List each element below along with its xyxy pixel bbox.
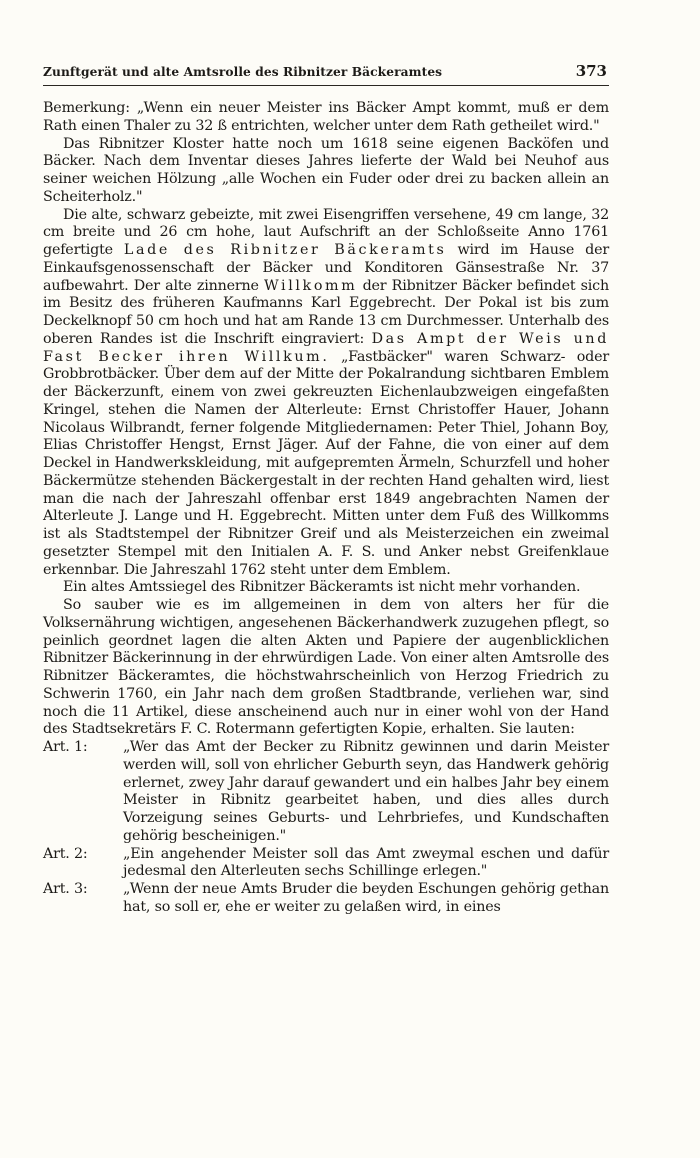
paragraph-amtssiegel: Ein altes Amtssiegel des Ribnitzer Bäckeramts ist nicht mehr vorhanden. [63,579,581,596]
paragraph-amtsrolle: So sauber wie es im allgemeinen in dem von alters her für die Volksernährung wichtigen, angesehenen Bäckerhandwerk zuzugehen pflegt, so peinlich geordnet lagen die alten Akten und Papiere der augenblicklichen Ribnitzer Bäckerinnung in der ehrwürdigen Lade. Von einer alten Amtsrolle des Ribnitzer Bäckeramtes, die höchstwahrscheinlich von Herzog Friedrich zu Schwerin 1760, ein Jahr nach dem großen Stadtbrande, verliehen war, sind noch die 11 Artikel, diese anscheinend auch nur in einer wohl von der Hand des Stadtsekretärs F. C. Rotermann gefertigten Kopie, erhalten. Sie lauten: [43,597,610,738]
running-header [43,62,609,86]
paragraph-text: wird im Hause der Einkaufsgenossenschaft der Bäcker und Konditoren Gänsestraße Nr. 37 aufbewahrt. Der alte zinnerne [43,242,609,294]
article-3 [43,881,609,917]
article-text: „Ein angehender Meister soll das Amt zweymal eschen und dafür jedesmal den Alterleuten sechs Schillinge erlegen." [123,845,609,880]
book-page [43,62,609,917]
paragraph-remark: Bemerkung: „Wenn ein neuer Meister ins Bäcker Ampt kommt, muß er dem Rath einen Thaler zu 32 ß entrichten, welcher unter dem Rath getheilet wird." [43,100,609,134]
article-label: Art. 2: [43,845,88,862]
spaced-text-willkomm: Willkomm [264,277,358,294]
body-text [43,100,609,917]
spaced-text-lade: Lade des Ribnitzer Bäckeramts [123,242,447,258]
article-text: „Wenn der neue Amts Bruder die beyden Eschungen gehörig gethan hat, so soll er, ehe er weiter zu gelaßen wird, in eines [123,881,609,915]
paragraph-text: der Ribnitzer Bäcker befindet sich im Besitz des früheren Kaufmanns Karl Eggebrecht. Der Pokal ist bis zum Deckelknopf 50 cm hoch und hat am Rande 13 cm Durchmesser. Unterhalb des oberen Randes ist die Inschrift eingraviert: [43,277,609,347]
paragraph-text: Die alte, schwarz gebeizte, mit zwei Eisengriffen versehene, 49 cm lange, 32 cm breite und 26 cm hohe, laut Aufschrift an der Schloßseite Anno 1761 gefertigte [43,206,609,258]
running-title: Zunftgerät und alte Amtsrolle des Ribnitzer Bäckeramtes [43,65,443,79]
spaced-text-inscription: Das Ampt der Weis und Fast Becker ihren Willkum. [43,330,609,365]
paragraph-text: „Fastbäcker" waren Schwarz- oder Grobbrotbäcker. Über dem auf der Mitte der Pokalrandung sichtbaren Emblem der Bäckerzunft, einem von zwei gekreuzten Eichenlaubzweigen eingefaßten Kringel, stehen die Namen der Alterleute: Ernst Christoffer Hauer, Johann Nicolaus Wilbrandt, ferner folgende Mitgliedernamen: Peter Thiel, Johann Boy, Elias Christoffer Hengst, Ernst Jäger. Auf der Fahne, die von einer auf dem Deckel in Handwerkskleidung, mit aufgepremten Ärmeln, Schurzfell und hoher Bäckermütze stehenden Bäckergestalt in der rechten Hand gehalten wird, liest man die nach der Jahreszahl offenbar erst 1849 angebrachten Namen der Alterleute J. Lange und H. Eggebrecht. Mitten unter dem Fuß des Willkomms ist als Stadtstempel der Ribnitzer Greif und als Meisterzeichen ein zweimal gesetzter Stempel mit den Initialen A. F. S. und Anker nebst Greifenklaue erkennbar. Die Jahreszahl 1762 steht unter dem Emblem. [43,348,609,578]
article-text: „Wer das Amt der Becker zu Ribnitz gewinnen und darin Meister werden will, soll von ehrlicher Geburth seyn, das Handwerk gehörig erlernet, zwey Jahr darauf gewandert und ein halbes Jahr bey einem Meister in Ribnitz gearbeitet haben, und dies alles durch Vorzeigung seines Geburts- und Lehrbriefes, und Kundschaften gehörig bescheinigen." [123,739,609,844]
paragraph-kloster: Das Ribnitzer Kloster hatte noch um 1618 seine eigenen Backöfen und Bäcker. Nach dem Inventar dieses Jahres lieferte der Wald bei Neuhof aus seiner weichen Hölzung „alle Wochen ein Fuder oder drei zu backen allein an Scheiterholz." [43,135,609,205]
article-2 [43,846,609,882]
article-label: Art. 1: [43,739,88,755]
article-label: Art. 3: [43,881,88,897]
page-number: 373 [575,62,607,80]
article-1 [43,739,609,846]
paragraph-lade-willkomm [43,207,609,580]
